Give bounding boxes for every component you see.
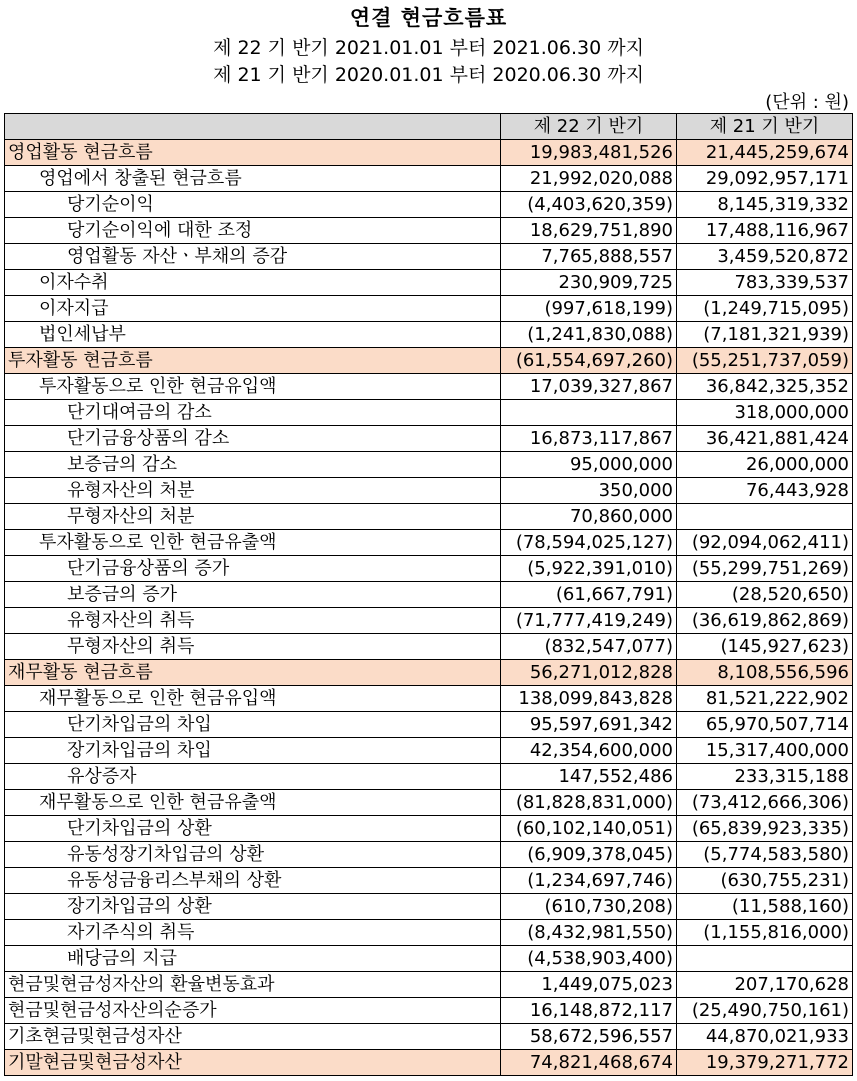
row-value-prior: (145,927,623) <box>677 634 853 660</box>
row-value-current: 350,000 <box>501 478 677 504</box>
row-value-current: (832,547,077) <box>501 634 677 660</box>
table-row <box>5 374 853 400</box>
row-label: 단기금융상품의 증가 <box>5 556 501 582</box>
row-value-prior: 8,108,556,596 <box>677 660 853 686</box>
row-value-prior: (1,249,715,095) <box>677 296 853 322</box>
row-value-current <box>501 400 677 426</box>
row-value-prior <box>677 946 853 972</box>
row-label: 유형자산의 처분 <box>5 478 501 504</box>
row-label: 현금및현금성자산의 환율변동효과 <box>5 972 501 998</box>
row-value-current: (78,594,025,127) <box>501 530 677 556</box>
row-label: 이자지급 <box>5 296 501 322</box>
row-label: 영업활동 현금흐름 <box>5 140 501 166</box>
row-value-prior: (5,774,583,580) <box>677 842 853 868</box>
table-row <box>5 270 853 296</box>
row-value-current: 74,821,468,674 <box>501 1050 677 1076</box>
row-value-current: 42,354,600,000 <box>501 738 677 764</box>
table-row <box>5 608 853 634</box>
row-label: 기말현금및현금성자산 <box>5 1050 501 1076</box>
table-row <box>5 582 853 608</box>
table-row <box>5 972 853 998</box>
row-label: 배당금의 지급 <box>5 946 501 972</box>
row-label: 장기차입금의 상환 <box>5 894 501 920</box>
row-label: 보증금의 증가 <box>5 582 501 608</box>
row-value-prior: (7,181,321,939) <box>677 322 853 348</box>
table-row <box>5 556 853 582</box>
row-value-prior: (28,520,650) <box>677 582 853 608</box>
row-value-prior: (65,839,923,335) <box>677 816 853 842</box>
row-label: 재무활동으로 인한 현금유출액 <box>5 790 501 816</box>
row-value-prior: (55,251,737,059) <box>677 348 853 374</box>
table-row <box>5 140 853 166</box>
table-row <box>5 1024 853 1050</box>
row-label: 단기차입금의 차입 <box>5 712 501 738</box>
row-value-current: (60,102,140,051) <box>501 816 677 842</box>
row-value-current: (8,432,981,550) <box>501 920 677 946</box>
row-value-current: (1,241,830,088) <box>501 322 677 348</box>
row-label: 법인세납부 <box>5 322 501 348</box>
row-label: 투자활동 현금흐름 <box>5 348 501 374</box>
cash-flow-table <box>4 113 853 1076</box>
row-label: 영업에서 창출된 현금흐름 <box>5 166 501 192</box>
row-label: 단기대여금의 감소 <box>5 400 501 426</box>
row-value-prior: 44,870,021,933 <box>677 1024 853 1050</box>
table-row <box>5 920 853 946</box>
row-value-prior: 36,842,325,352 <box>677 374 853 400</box>
table-row <box>5 634 853 660</box>
row-value-current: 230,909,725 <box>501 270 677 296</box>
row-value-current: (61,554,697,260) <box>501 348 677 374</box>
row-value-prior: 36,421,881,424 <box>677 426 853 452</box>
row-label: 유동성장기차입금의 상환 <box>5 842 501 868</box>
row-value-prior: 8,145,319,332 <box>677 192 853 218</box>
table-row <box>5 998 853 1024</box>
row-label: 투자활동으로 인한 현금유출액 <box>5 530 501 556</box>
row-label: 단기금융상품의 감소 <box>5 426 501 452</box>
row-value-prior: (55,299,751,269) <box>677 556 853 582</box>
table-row <box>5 894 853 920</box>
row-value-prior: (11,588,160) <box>677 894 853 920</box>
table-row <box>5 1050 853 1076</box>
row-value-prior <box>677 504 853 530</box>
row-value-current: (1,234,697,746) <box>501 868 677 894</box>
row-value-current: 138,099,843,828 <box>501 686 677 712</box>
row-value-prior: 318,000,000 <box>677 400 853 426</box>
table-row <box>5 322 853 348</box>
table-row <box>5 452 853 478</box>
table-row <box>5 192 853 218</box>
table-row <box>5 816 853 842</box>
table-row <box>5 764 853 790</box>
row-value-current: (61,667,791) <box>501 582 677 608</box>
row-value-current: (6,909,378,045) <box>501 842 677 868</box>
table-row <box>5 166 853 192</box>
row-value-prior: (92,094,062,411) <box>677 530 853 556</box>
table-row <box>5 296 853 322</box>
row-label: 유상증자 <box>5 764 501 790</box>
row-value-prior: 81,521,222,902 <box>677 686 853 712</box>
row-value-prior: 76,443,928 <box>677 478 853 504</box>
row-value-prior: (73,412,666,306) <box>677 790 853 816</box>
row-value-prior: 17,488,116,967 <box>677 218 853 244</box>
row-value-current: 16,873,117,867 <box>501 426 677 452</box>
unit-label: (단위 : 원) <box>765 92 849 113</box>
table-row <box>5 348 853 374</box>
table-row <box>5 842 853 868</box>
row-label: 장기차입금의 차입 <box>5 738 501 764</box>
row-value-current: 58,672,596,557 <box>501 1024 677 1050</box>
row-label: 자기주식의 취득 <box>5 920 501 946</box>
row-label: 보증금의 감소 <box>5 452 501 478</box>
row-value-prior: 207,170,628 <box>677 972 853 998</box>
page-title: 연결 현금흐름표 <box>349 6 508 30</box>
row-label: 유형자산의 취득 <box>5 608 501 634</box>
table-row <box>5 712 853 738</box>
header-item <box>5 114 501 140</box>
row-value-current: (997,618,199) <box>501 296 677 322</box>
row-value-prior: (36,619,862,869) <box>677 608 853 634</box>
table-header-row <box>5 114 853 140</box>
row-label: 재무활동으로 인한 현금유입액 <box>5 686 501 712</box>
row-value-current: 56,271,012,828 <box>501 660 677 686</box>
row-value-current: 7,765,888,557 <box>501 244 677 270</box>
row-label: 무형자산의 취득 <box>5 634 501 660</box>
row-label: 유동성금융리스부채의 상환 <box>5 868 501 894</box>
row-value-prior: 29,092,957,171 <box>677 166 853 192</box>
row-label: 당기순이익 <box>5 192 501 218</box>
table-row <box>5 478 853 504</box>
row-label: 이자수취 <box>5 270 501 296</box>
row-label: 무형자산의 처분 <box>5 504 501 530</box>
table-row <box>5 504 853 530</box>
row-label: 영업활동 자산ㆍ부채의 증감 <box>5 244 501 270</box>
row-value-current: (610,730,208) <box>501 894 677 920</box>
table-row <box>5 738 853 764</box>
row-value-prior: 783,339,537 <box>677 270 853 296</box>
row-value-prior: 3,459,520,872 <box>677 244 853 270</box>
table-row <box>5 790 853 816</box>
row-value-current: (5,922,391,010) <box>501 556 677 582</box>
row-value-current: (4,403,620,359) <box>501 192 677 218</box>
header-current-period: 제 22 기 반기 <box>501 114 677 140</box>
row-value-prior: 19,379,271,772 <box>677 1050 853 1076</box>
row-label: 당기순이익에 대한 조정 <box>5 218 501 244</box>
row-value-prior: 26,000,000 <box>677 452 853 478</box>
row-value-current: (71,777,419,249) <box>501 608 677 634</box>
row-value-current: 16,148,872,117 <box>501 998 677 1024</box>
row-value-current: (4,538,903,400) <box>501 946 677 972</box>
row-value-prior: 65,970,507,714 <box>677 712 853 738</box>
row-value-current: 95,000,000 <box>501 452 677 478</box>
row-value-current: 1,449,075,023 <box>501 972 677 998</box>
period-prior: 제 21 기 반기 2020.01.01 부터 2020.06.30 까지 <box>213 64 644 86</box>
row-value-current: 21,992,020,088 <box>501 166 677 192</box>
row-label: 투자활동으로 인한 현금유입액 <box>5 374 501 400</box>
period-current: 제 22 기 반기 2021.01.01 부터 2021.06.30 까지 <box>213 37 644 59</box>
row-label: 현금및현금성자산의순증가 <box>5 998 501 1024</box>
table-row <box>5 686 853 712</box>
table-row <box>5 426 853 452</box>
row-value-prior: (25,490,750,161) <box>677 998 853 1024</box>
row-value-prior: 21,445,259,674 <box>677 140 853 166</box>
table-row <box>5 530 853 556</box>
row-value-current: 19,983,481,526 <box>501 140 677 166</box>
row-value-current: 95,597,691,342 <box>501 712 677 738</box>
table-row <box>5 400 853 426</box>
row-value-current: (81,828,831,000) <box>501 790 677 816</box>
header-prior-period: 제 21 기 반기 <box>677 114 853 140</box>
row-value-current: 18,629,751,890 <box>501 218 677 244</box>
row-value-prior: (1,155,816,000) <box>677 920 853 946</box>
table-row <box>5 868 853 894</box>
table-row <box>5 218 853 244</box>
row-value-current: 17,039,327,867 <box>501 374 677 400</box>
table-row <box>5 660 853 686</box>
row-label: 기초현금및현금성자산 <box>5 1024 501 1050</box>
row-value-prior: 233,315,188 <box>677 764 853 790</box>
row-value-prior: (630,755,231) <box>677 868 853 894</box>
row-label: 단기차입금의 상환 <box>5 816 501 842</box>
table-row <box>5 244 853 270</box>
row-value-prior: 15,317,400,000 <box>677 738 853 764</box>
row-value-current: 147,552,486 <box>501 764 677 790</box>
row-value-current: 70,860,000 <box>501 504 677 530</box>
row-label: 재무활동 현금흐름 <box>5 660 501 686</box>
table-row <box>5 946 853 972</box>
